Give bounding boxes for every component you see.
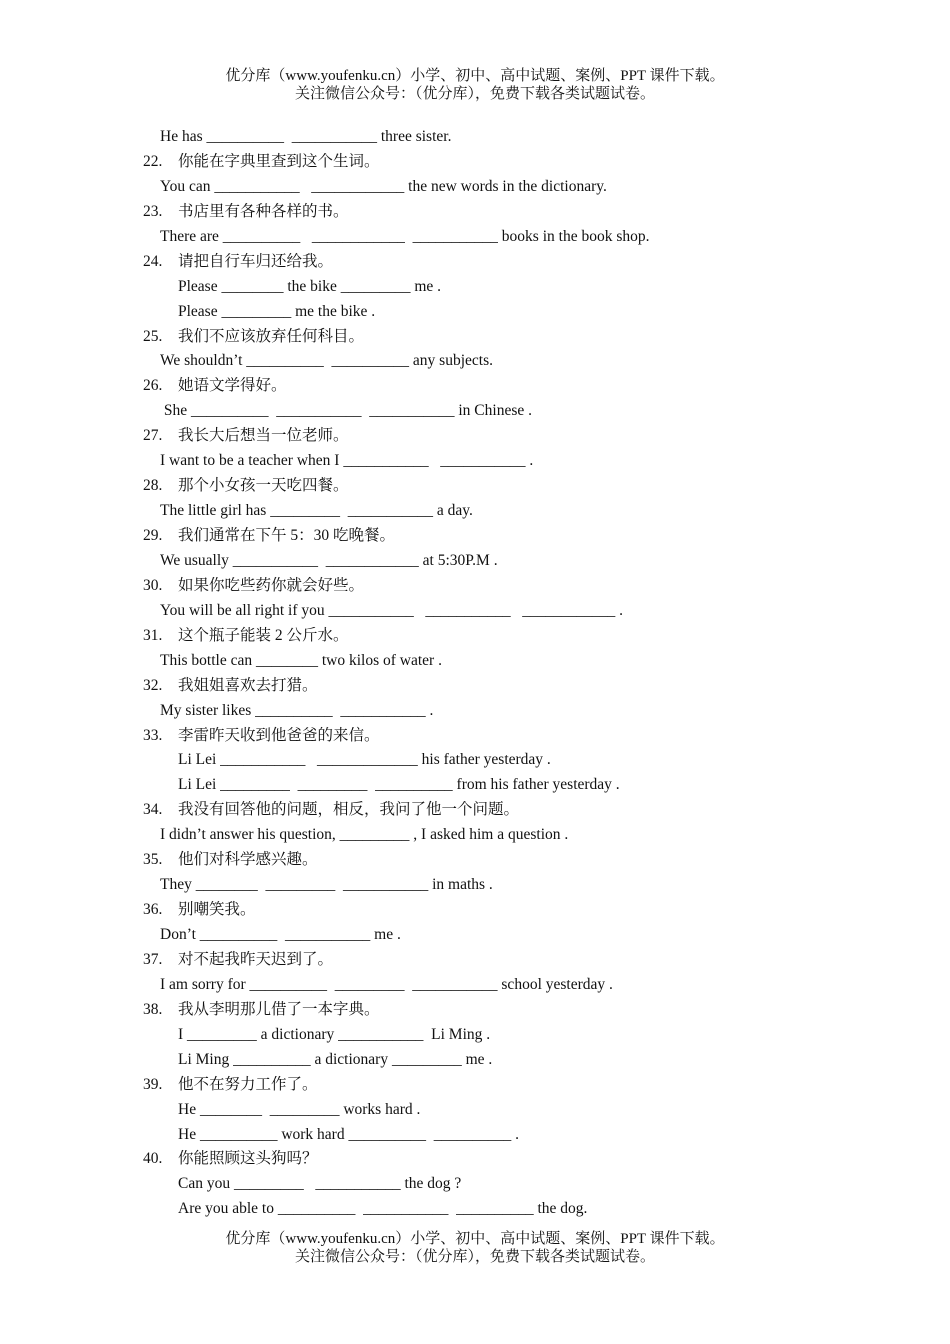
page-header bbox=[0, 67, 950, 103]
chinese-sentence: 我们不应该放弃任何科目。 bbox=[178, 327, 365, 345]
english-fill-in-line: This bottle can ________ two kilos of water . bbox=[160, 651, 442, 669]
chinese-sentence: 我从李明那儿借了一本字典。 bbox=[178, 1000, 380, 1018]
english-fill-in-line: Are you able to __________ ___________ __________ the dog. bbox=[178, 1200, 588, 1218]
english-fill-in-line: Please _________ me the bike . bbox=[178, 302, 376, 320]
chinese-sentence: 她语文学得好。 bbox=[178, 377, 287, 395]
english-fill-in-line: Don’t __________ ___________ me . bbox=[160, 926, 401, 943]
header-line-2: 关注微信公众号：（优分库），免费下载各类试题试卷。 bbox=[294, 86, 655, 102]
question-number: 37. bbox=[143, 950, 163, 968]
question-number: 28. bbox=[143, 477, 163, 495]
chinese-sentence: 我姐姐喜欢去打猎。 bbox=[178, 676, 318, 694]
question-prompt bbox=[0, 624, 950, 649]
question-number: 26. bbox=[143, 377, 163, 395]
question-prompt bbox=[0, 674, 950, 699]
chinese-sentence: 如果你吃些药你就会好些。 bbox=[178, 576, 365, 594]
english-fill-in-line: I _________ a dictionary ___________ Li Ming . bbox=[178, 1025, 491, 1043]
question-number: 23. bbox=[143, 202, 163, 220]
question-number: 31. bbox=[143, 626, 163, 644]
question-prompt bbox=[0, 524, 950, 549]
english-fill-in-line: Can you _________ ___________ the dog ? bbox=[178, 1175, 462, 1193]
english-fill-in-line: She __________ ___________ ___________ in Chinese . bbox=[160, 402, 532, 420]
footer-line-1: 优分库（www.youfenku.cn）小学、初中、高中试题、案例、PPT 课件下载。 bbox=[225, 1231, 725, 1247]
english-fill-in-line: You will be all right if you ___________ ___________ ____________ . bbox=[160, 601, 623, 619]
chinese-sentence: 请把自行车归还给我。 bbox=[178, 252, 334, 270]
chinese-sentence: 我长大后想当一位老师。 bbox=[178, 427, 349, 445]
footer-line-2: 关注微信公众号：（优分库），免费下载各类试题试卷。 bbox=[294, 1249, 655, 1265]
chinese-sentence: 你能在字典里查到这个生词。 bbox=[178, 152, 380, 170]
english-fill-in-line: My sister likes __________ ___________ . bbox=[160, 701, 434, 719]
english-fill-in-line: Li Lei ___________ _____________ his father yesterday . bbox=[178, 751, 551, 769]
question-prompt bbox=[0, 374, 950, 399]
english-fill-in-line: He has __________ ___________ three sister. bbox=[160, 128, 452, 145]
chinese-sentence: 对不起我昨天迟到了。 bbox=[178, 950, 334, 968]
question-prompt bbox=[0, 724, 950, 749]
english-fill-in-line: I am sorry for __________ _________ ___________ school yesterday . bbox=[160, 975, 613, 993]
question-prompt bbox=[0, 1073, 950, 1098]
question-prompt bbox=[0, 948, 950, 973]
question-number: 40. bbox=[143, 1150, 163, 1168]
question-prompt bbox=[0, 798, 950, 823]
question-number: 22. bbox=[143, 152, 163, 170]
question-number: 38. bbox=[143, 1000, 163, 1018]
english-fill-in-line: There are __________ ____________ ___________ books in the book shop. bbox=[160, 227, 650, 245]
english-fill-in-line: Li Ming __________ a dictionary _________ me . bbox=[178, 1050, 493, 1068]
english-fill-in-line: I didn’t answer his question, _________ , I asked him a question . bbox=[160, 826, 569, 844]
question-prompt bbox=[0, 474, 950, 499]
english-fill-in-line: We shouldn’t __________ __________ any subjects. bbox=[160, 352, 493, 370]
english-fill-in-line: I want to be a teacher when I ___________ ___________ . bbox=[160, 452, 534, 470]
chinese-sentence: 我们通常在下午 5：30 吃晚餐。 bbox=[178, 527, 396, 544]
question-number: 39. bbox=[143, 1075, 163, 1093]
question-prompt bbox=[0, 898, 950, 923]
chinese-sentence: 他不在努力工作了。 bbox=[178, 1075, 318, 1093]
question-number: 36. bbox=[143, 901, 163, 919]
question-number: 33. bbox=[143, 726, 163, 744]
chinese-sentence: 你能照顾这头狗吗？ bbox=[178, 1150, 318, 1168]
chinese-sentence: 他们对科学感兴趣。 bbox=[178, 851, 318, 869]
english-fill-in-line: Please ________ the bike _________ me . bbox=[178, 277, 442, 295]
question-prompt bbox=[0, 424, 950, 449]
header-line-1: 优分库（www.youfenku.cn）小学、初中、高中试题、案例、PPT 课件下载。 bbox=[225, 68, 725, 84]
page-footer bbox=[0, 1230, 950, 1266]
exercise-list bbox=[0, 125, 950, 1222]
chinese-sentence: 那个小女孩一天吃四餐。 bbox=[178, 477, 349, 495]
english-fill-in-line: They ________ _________ ___________ in maths . bbox=[160, 876, 493, 894]
question-number: 32. bbox=[143, 676, 163, 694]
english-fill-in-line: We usually ___________ ____________ at 5:30P.M . bbox=[160, 551, 498, 569]
question-number: 35. bbox=[143, 851, 163, 869]
question-number: 25. bbox=[143, 327, 163, 345]
question-prompt bbox=[0, 1147, 950, 1172]
question-number: 29. bbox=[143, 527, 163, 544]
english-fill-in-line: You can ___________ ____________ the new words in the dictionary. bbox=[160, 177, 607, 195]
english-fill-in-line: Li Lei _________ _________ __________ from his father yesterday . bbox=[178, 776, 620, 794]
question-prompt bbox=[0, 325, 950, 350]
english-fill-in-line: The little girl has _________ ___________ a day. bbox=[160, 502, 473, 520]
question-prompt bbox=[0, 150, 950, 175]
chinese-sentence: 我没有回答他的问题，相反，我问了他一个问题。 bbox=[178, 801, 520, 819]
chinese-sentence: 书店里有各种各样的书。 bbox=[178, 202, 349, 220]
english-fill-in-line: He ________ _________ works hard . bbox=[178, 1100, 421, 1118]
question-number: 30. bbox=[143, 576, 163, 594]
chinese-sentence: 别嘲笑我。 bbox=[178, 901, 256, 919]
question-prompt bbox=[0, 200, 950, 225]
question-prompt bbox=[0, 998, 950, 1023]
chinese-sentence: 这个瓶子能装 2 公斤水。 bbox=[178, 626, 349, 644]
chinese-sentence: 李雷昨天收到他爸爸的来信。 bbox=[178, 726, 380, 744]
question-number: 27. bbox=[143, 427, 163, 445]
question-prompt bbox=[0, 250, 950, 275]
question-prompt bbox=[0, 848, 950, 873]
question-number: 24. bbox=[143, 252, 163, 270]
english-fill-in-line: He __________ work hard __________ __________ . bbox=[178, 1125, 519, 1143]
question-prompt bbox=[0, 574, 950, 599]
question-number: 34. bbox=[143, 801, 163, 819]
